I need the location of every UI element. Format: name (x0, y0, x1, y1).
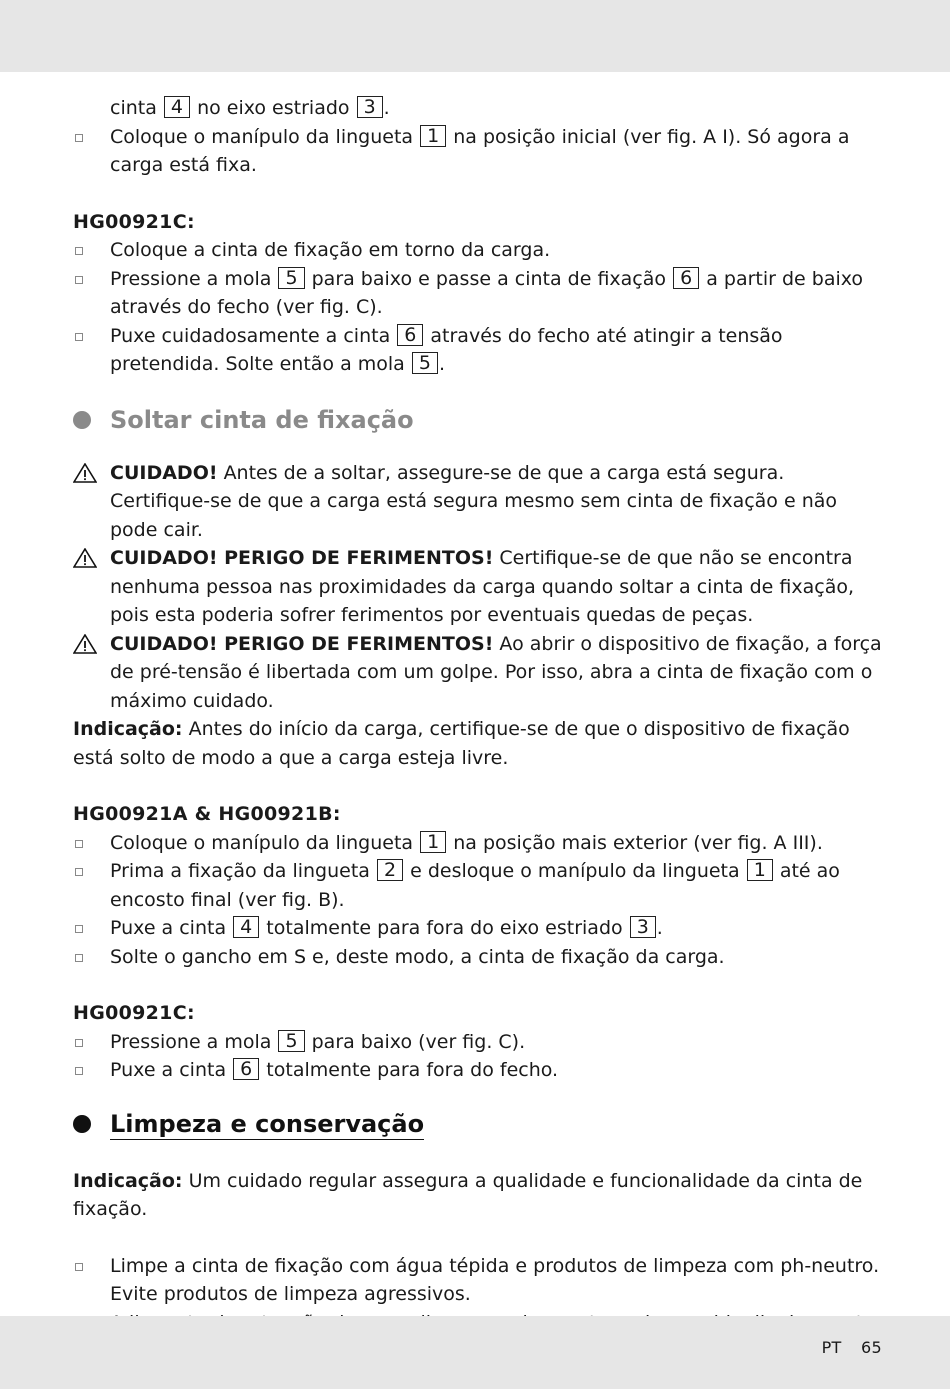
ref-number: 1 (420, 831, 446, 853)
section-heading-release (73, 405, 883, 435)
warning-text: Antes de a soltar, assegure-se de que a carga está segura. Certifique-se de que a carga está segura mesmo sem cinta de fixação e não pode cair. (110, 461, 838, 541)
list-item (73, 914, 883, 943)
checkbox-bullet-icon (75, 868, 83, 876)
text: Limpe a cinta de fixação com água tépida e produtos de limpeza com ph-neutro. Evite produtos de limpeza agressivos. (110, 1254, 880, 1305)
checkbox-bullet-icon (75, 247, 83, 255)
section-title: Soltar cinta de fixação (110, 405, 414, 434)
ref-number: 5 (278, 1030, 304, 1052)
text: Pressione a mola (110, 1030, 272, 1053)
text: para baixo (ver fig. C). (311, 1030, 526, 1053)
warning-label: CUIDADO! (110, 461, 218, 484)
text: Coloque o manípulo da lingueta (110, 125, 414, 148)
ref-number: 2 (377, 859, 403, 881)
section-dot-icon (73, 411, 91, 429)
text: na posição mais exterior (ver fig. A III). (453, 831, 823, 854)
warning-label: CUIDADO! PERIGO DE FERIMENTOS! (110, 632, 494, 655)
text: cinta (110, 97, 157, 119)
checkbox-bullet-icon (75, 925, 83, 933)
ref-number: 4 (233, 916, 259, 938)
warning-triangle-icon (73, 463, 97, 483)
note-label: Indicação: (73, 1169, 183, 1192)
list-item (73, 123, 883, 180)
page-content (73, 94, 883, 1366)
model-heading: HG00921C: (73, 210, 195, 233)
text: para baixo e passe a cinta de fixação (311, 267, 667, 290)
warning-block (73, 630, 883, 716)
note-label: Indicação: (73, 718, 183, 740)
warning-text: Certifique-se de que não se encontra nenhuma pessoa nas proximidades da carga quando soltar a cinta de fixação, pois esta poderia sofrer ferimentos por eventuais quedas de peças. (110, 547, 855, 626)
list-item (73, 1056, 883, 1085)
warning-text: Ao abrir o dispositivo de fixação, a força de pré-tensão é libertada com um golpe. Por isso, abra a cinta de fixação com o máximo cuidado. (110, 632, 882, 712)
list-item (73, 322, 883, 379)
model-heading: HG00921C: (73, 1002, 195, 1024)
list-item (73, 1252, 883, 1309)
ref-number: 1 (747, 859, 773, 881)
ref-number: 5 (412, 352, 438, 374)
list-item (73, 857, 883, 914)
list-item (73, 236, 883, 265)
ref-number: 6 (233, 1058, 259, 1080)
text: no eixo estriado (197, 97, 350, 119)
checkbox-bullet-icon (75, 1067, 83, 1075)
continued-line (110, 94, 883, 123)
warning-label: CUIDADO! PERIGO DE FERIMENTOS! (110, 547, 494, 569)
text: . (438, 353, 446, 375)
ref-number: 3 (357, 96, 383, 118)
ref-number: 1 (420, 125, 446, 147)
warning-block (73, 544, 883, 630)
page-number: 65 (861, 1338, 882, 1357)
list-item (73, 829, 883, 858)
note-paragraph (73, 715, 883, 772)
ref-number: 5 (278, 267, 304, 289)
checkbox-bullet-icon (75, 954, 83, 962)
text: na posição inicial (ver fig. A I). Só agora a carga está fixa. (110, 125, 850, 176)
text: totalmente para fora do eixo estriado (266, 917, 623, 939)
checkbox-bullet-icon (75, 333, 83, 341)
text: até ao encosto final (ver fig. B). (110, 860, 840, 911)
text: Puxe a cinta (110, 917, 227, 939)
warning-block (73, 459, 883, 545)
note-paragraph (73, 1167, 883, 1224)
text: Coloque o manípulo da lingueta (110, 831, 414, 854)
text: Pressione a mola (110, 267, 272, 290)
section-heading-cleaning (73, 1109, 883, 1139)
list-item (73, 1028, 883, 1057)
text: totalmente para fora do fecho. (266, 1059, 559, 1081)
list-item (73, 265, 883, 322)
text: Solte o gancho em S e, deste modo, a cinta de fixação da carga. (110, 945, 725, 968)
note-text: Um cuidado regular assegura a qualidade e funcionalidade da cinta de fixação. (73, 1169, 863, 1220)
warning-triangle-icon (73, 548, 97, 568)
top-band (0, 0, 950, 72)
text: . (383, 97, 390, 119)
ref-number: 3 (630, 916, 656, 938)
bottom-band (0, 1316, 950, 1389)
section-title: Limpeza e conservação (110, 1109, 425, 1138)
text: a partir de baixo através do fecho (ver fig. C). (110, 267, 864, 318)
ref-number: 6 (397, 324, 423, 346)
text: e desloque o manípulo da lingueta (410, 860, 740, 882)
checkbox-bullet-icon (75, 276, 83, 284)
section-dot-icon (73, 1115, 91, 1133)
text: Prima a fixação da lingueta (110, 860, 370, 882)
language-code: PT (821, 1338, 842, 1357)
text: . (656, 917, 663, 939)
checkbox-bullet-icon (75, 840, 83, 848)
text: Coloque a cinta de fixação em torno da carga. (110, 239, 551, 261)
ref-number: 6 (673, 267, 699, 289)
page-footer (822, 1334, 882, 1363)
list-item (73, 943, 883, 972)
text: Puxe a cinta (110, 1059, 227, 1081)
ref-number: 4 (164, 96, 190, 118)
checkbox-bullet-icon (75, 134, 83, 142)
warning-triangle-icon (73, 634, 97, 654)
checkbox-bullet-icon (75, 1039, 83, 1047)
text: Puxe cuidadosamente a cinta (110, 324, 391, 347)
note-text: Antes do início da carga, certifique-se de que o dispositivo de fixação está solto de modo a que a carga esteja livre. (73, 718, 850, 769)
checkbox-bullet-icon (75, 1263, 83, 1271)
model-heading: HG00921A & HG00921B: (73, 803, 341, 825)
text: através do fecho até atingir a tensão pretendida. Solte então a mola (110, 324, 783, 375)
